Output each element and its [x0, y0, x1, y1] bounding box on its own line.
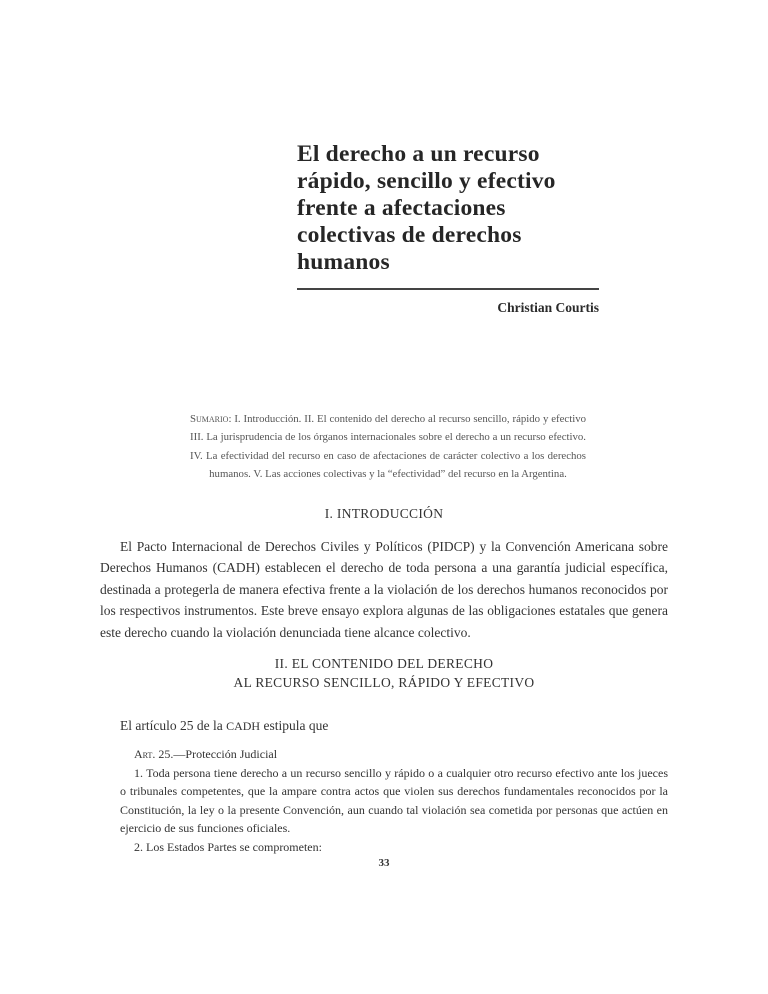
article-intro — [120, 718, 328, 734]
section-heading-introduction: I. INTRODUCCIÓN — [324, 506, 444, 521]
page-number: 33 — [378, 857, 390, 869]
cadh-abbr: CADH — [226, 719, 261, 733]
intro-text-end: estipula que — [260, 718, 329, 733]
article-heading — [120, 745, 668, 764]
article-title: El derecho a un recurso rápido, sencillo y efectivo frente a afectaciones colectivas de derechos humanos — [297, 141, 556, 275]
title-rule — [297, 288, 599, 290]
article-quote — [120, 745, 668, 856]
section-heading-line2: AL RECURSO SENCILLO, RÁPIDO Y EFECTIVO — [233, 675, 535, 690]
summary-text: I. Introducción. II. El contenido del derecho al recurso sencillo, rápido y efectivo III. La jurisprudencia de los órganos internacionales sobre el derecho a un recurso efectivo. IV. La efectividad del recurso en caso de afectaciones de carácter colectivo a los derechos humanos. V. Las acciones colectivas y la “efectividad” del recurso en la Argentina. — [190, 413, 586, 480]
article-item-1: 1. Toda persona tiene derecho a un recurso sencillo y rápido o a cualquier otro recurso efectivo ante los jueces o tribunales competentes, que la ampare contra actos que violen sus derechos fundamentales reconocidos por la Constitución, la ley o la presente Convención, aun cuando tal violación sea cometida por personas que actúen en ejercicio de sus funciones oficiales. — [120, 765, 668, 835]
section-heading-content — [100, 654, 668, 692]
summary — [190, 410, 586, 483]
article-title-text: —Protección Judicial — [173, 747, 278, 761]
section-heading-line1: II. EL CONTENIDO DEL DERECHO — [274, 656, 494, 671]
article-item-2: 2. Los Estados Partes se comprometen: — [134, 839, 322, 854]
author-name: Christian Courtis — [497, 300, 599, 315]
summary-label: Sumario: — [190, 413, 232, 425]
intro-text: El artículo 25 de la — [120, 718, 227, 733]
article-label: Art. 25. — [134, 747, 174, 761]
introduction-paragraph: El Pacto Internacional de Derechos Civiles y Políticos (PIDCP) y la Convención Americana sobre Derechos Humanos (CADH) establecen el derecho de toda persona a una garantía judicial específica, destinada a protegerla de manera efectiva frente a la violación de los derechos humanos reconocidos por los respectivos instrumentos. Este breve ensayo explora algunas de las obligaciones estatales que genera este derecho cuando la violación denunciada tiene alcance colectivo. — [100, 539, 668, 640]
